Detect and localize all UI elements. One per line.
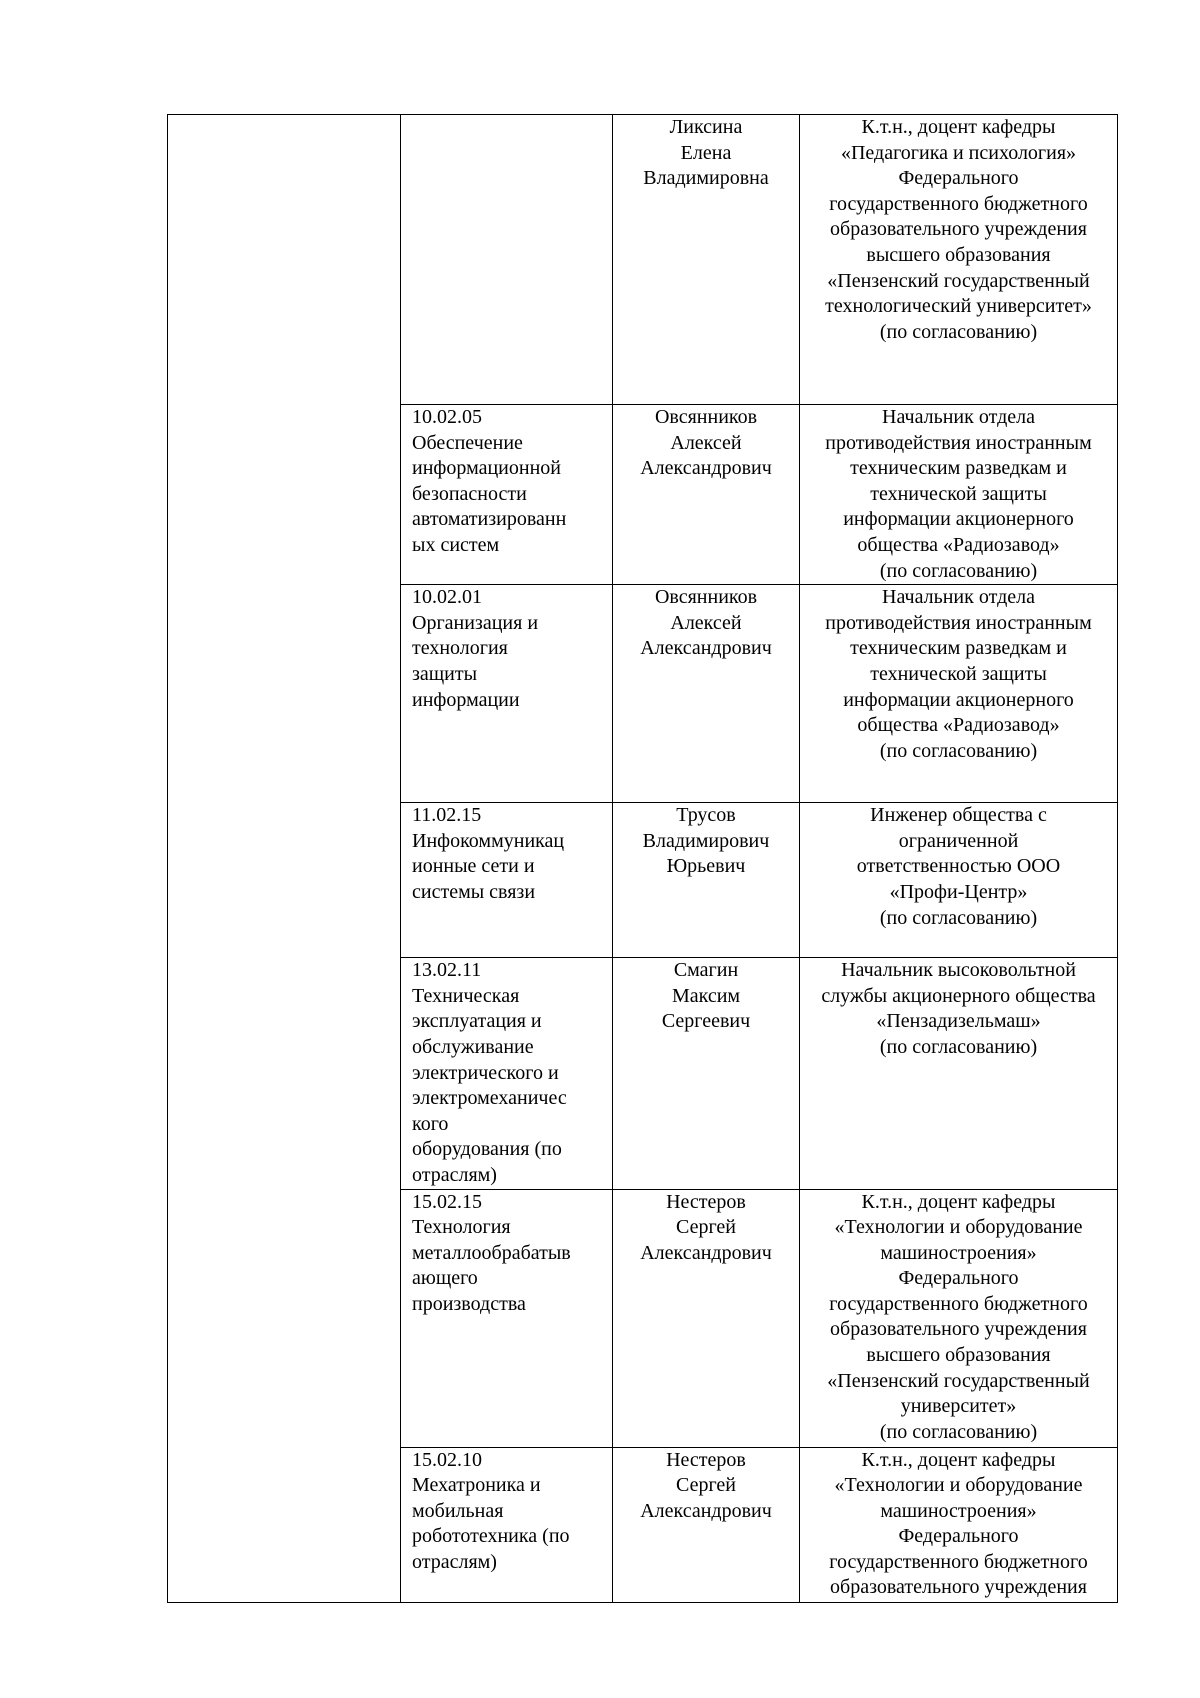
position-text: Начальник отдела противодействия иностранным техническим разведкам и технической защиты информации акционерного общества «Радиозавод» (по согласованию): [825, 586, 1092, 762]
experts-table: [167, 114, 1118, 1603]
table-row: [168, 115, 1118, 405]
position-text: К.т.н., доцент кафедры «Технологии и оборудование машиностроения» Федерального государственного бюджетного образовательного учреждения высшего образования «Пензенский государственный университет» (по согласованию): [827, 1190, 1090, 1443]
expert-name-cell: [613, 958, 800, 1189]
position-text: Начальник отдела противодействия иностранным техническим разведкам и технической защиты информации акционерного общества «Радиозавод» (по согласованию): [825, 406, 1092, 582]
specialty-text: 15.02.10 Мехатроника и мобильная робототехника (по отраслям): [412, 1448, 570, 1573]
specialty-text: 15.02.15 Технология металлообрабатыв ающего производства: [412, 1190, 571, 1315]
position-cell: [800, 958, 1118, 1189]
specialty-text: 11.02.15 Инфокоммуникац ионные сети и системы связи: [412, 804, 565, 903]
position-text: Инженер общества с ограниченной ответственностью ООО «Профи-Центр» (по согласованию): [856, 804, 1061, 929]
specialty-text: 13.02.11 Техническая эксплуатация и обслуживание электрического и электромеханичес кого оборудования (по отраслям): [412, 959, 567, 1186]
expert-name-cell: [613, 1189, 800, 1447]
specialty-text: 10.02.01 Организация и технология защиты информации: [412, 586, 539, 711]
specialty-cell: [401, 1447, 613, 1602]
expert-name-text: Овсянников Алексей Александрович: [640, 586, 772, 660]
position-text: К.т.н., доцент кафедры «Технологии и оборудование машиностроения» Федерального государственного бюджетного образовательного учреждения: [829, 1448, 1088, 1599]
expert-name-cell: [613, 1447, 800, 1602]
left-merged-cell: [168, 115, 401, 1603]
expert-name-text: Нестеров Сергей Александрович: [640, 1190, 772, 1264]
position-cell: [800, 1447, 1118, 1602]
specialty-cell: [401, 405, 613, 585]
position-cell: [800, 115, 1118, 405]
position-cell: [800, 1189, 1118, 1447]
position-cell: [800, 803, 1118, 958]
expert-name-text: Смагин Максим Сергеевич: [661, 959, 751, 1033]
specialty-cell: [401, 1189, 613, 1447]
specialty-text: 10.02.05 Обеспечение информационной безопасности автоматизированн ых систем: [412, 406, 567, 556]
specialty-cell: [401, 803, 613, 958]
position-cell: [800, 585, 1118, 803]
position-text: К.т.н., доцент кафедры «Педагогика и психология» Федерального государственного бюджетного образовательного учреждения высшего образования «Пензенский государственный технологический университет» (по согласованию): [825, 116, 1092, 343]
expert-name-text: Трусов Владимирович Юрьевич: [642, 804, 770, 878]
expert-name-cell: [613, 405, 800, 585]
expert-name-text: Овсянников Алексей Александрович: [640, 406, 772, 480]
position-text: Начальник высоковольтной службы акционерного общества «Пензадизельмаш» (по согласованию): [821, 959, 1096, 1058]
expert-name-cell: [613, 585, 800, 803]
specialty-cell: [401, 115, 613, 405]
expert-name-cell: [613, 803, 800, 958]
position-cell: [800, 405, 1118, 585]
specialty-cell: [401, 958, 613, 1189]
expert-name-text: Ликсина Елена Владимировна: [643, 116, 769, 190]
specialty-cell: [401, 585, 613, 803]
expert-name-text: Нестеров Сергей Александрович: [640, 1448, 772, 1522]
expert-name-cell: [613, 115, 800, 405]
